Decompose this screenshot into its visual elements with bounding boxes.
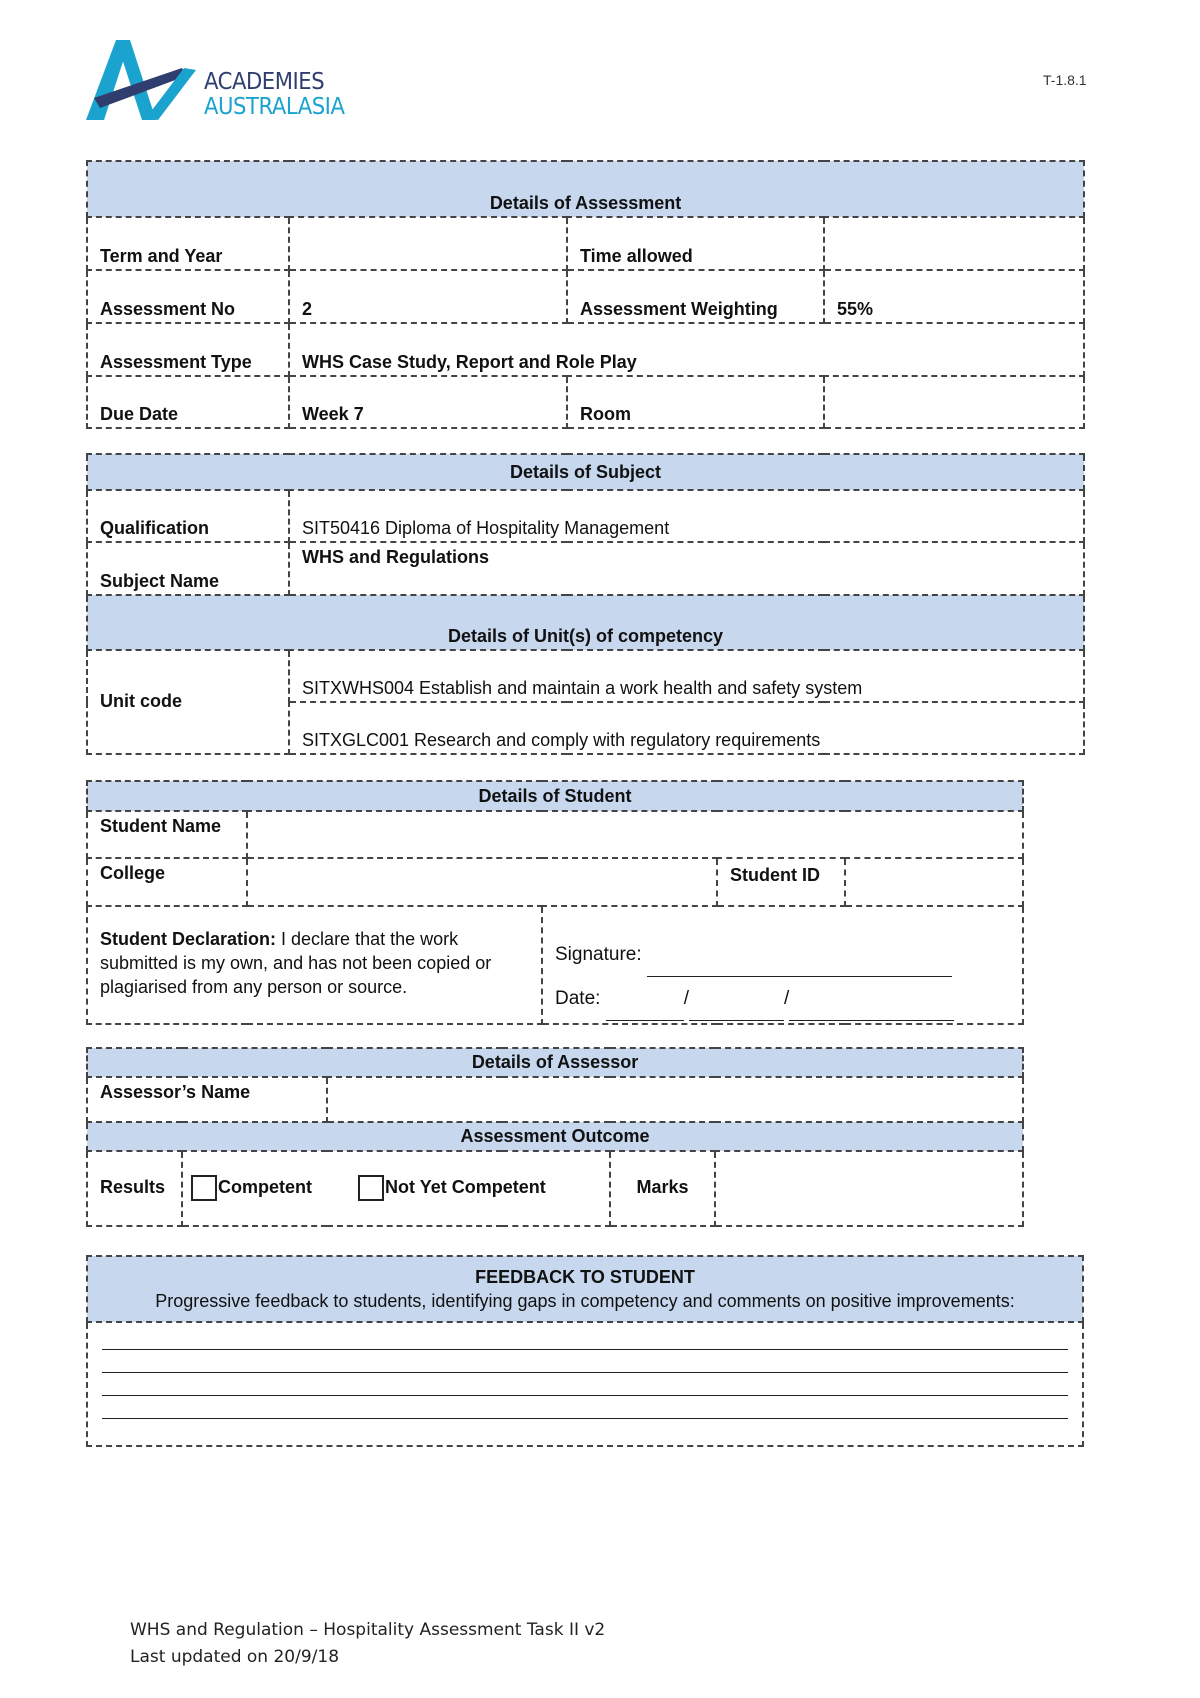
logo-mark-icon	[86, 38, 206, 123]
assessor-heading: Details of Assessor	[87, 1048, 1023, 1077]
date-day-field[interactable]	[606, 1001, 684, 1021]
footer-updated: Last updated on 20/9/18	[130, 1647, 340, 1667]
subject-name-label: Subject Name	[87, 542, 289, 595]
college-field[interactable]	[247, 858, 717, 906]
subject-name-value: WHS and Regulations	[289, 542, 1084, 595]
academies-australasia-logo	[86, 38, 386, 128]
assessment-type-value: WHS Case Study, Report and Role Play	[289, 323, 1084, 376]
signature-field[interactable]	[647, 957, 952, 977]
spacer	[87, 428, 1084, 454]
feedback-line[interactable]	[102, 1327, 1068, 1350]
page-footer	[130, 1617, 605, 1671]
unit-code-1: SITXWHS004 Establish and maintain a work health and safety system	[289, 650, 1084, 702]
unit-code-2: SITXGLC001 Research and comply with regulatory requirements	[289, 702, 1084, 754]
feedback-subheading: Progressive feedback to students, identifying gaps in competency and comments on positive improvements:	[155, 1291, 1015, 1311]
results-label: Results	[87, 1151, 182, 1226]
date-separator-1: /	[683, 988, 689, 1009]
feedback-header	[87, 1256, 1083, 1322]
term-year-label: Term and Year	[87, 217, 289, 270]
college-label: College	[87, 858, 247, 906]
assessment-weighting-label: Assessment Weighting	[567, 270, 824, 323]
date-year-field[interactable]	[789, 1001, 954, 1021]
assessment-heading: Details of Assessment	[87, 161, 1084, 217]
logo-line-2: AUSTRALASIA	[204, 94, 345, 120]
student-name-label: Student Name	[87, 811, 247, 858]
feedback-lines-area[interactable]	[87, 1322, 1083, 1446]
logo-line-1: ACADEMIES	[204, 69, 325, 95]
date-label: Date:	[555, 988, 601, 1009]
due-date-value: Week 7	[289, 376, 567, 428]
assessment-details-table	[86, 160, 1085, 755]
time-allowed-value[interactable]	[824, 217, 1084, 270]
signature-label: Signature:	[555, 944, 642, 965]
marks-field[interactable]	[715, 1151, 1023, 1226]
feedback-table	[86, 1255, 1084, 1447]
competent-checkbox[interactable]	[191, 1175, 217, 1201]
room-label: Room	[567, 376, 824, 428]
date-month-field[interactable]	[689, 1001, 784, 1021]
results-options	[182, 1151, 610, 1226]
student-details-table	[86, 780, 1024, 1025]
units-heading: Details of Unit(s) of competency	[87, 595, 1084, 650]
feedback-line[interactable]	[102, 1350, 1068, 1373]
marks-label: Marks	[610, 1151, 715, 1226]
time-allowed-label: Time allowed	[567, 217, 824, 270]
qualification-value: SIT50416 Diploma of Hospitality Management	[289, 490, 1084, 542]
assessor-name-label: Assessor’s Name	[87, 1077, 327, 1122]
signature-block	[542, 906, 1023, 1024]
date-separator-2: /	[783, 988, 790, 1009]
declaration-title: Student Declaration:	[100, 929, 277, 949]
assessment-no-label: Assessment No	[87, 270, 289, 323]
not-yet-competent-label: Not Yet Competent	[385, 1176, 546, 1197]
assessment-type-label: Assessment Type	[87, 323, 289, 376]
document-reference: T-1.8.1	[1043, 72, 1087, 88]
student-name-field[interactable]	[247, 811, 1023, 858]
student-id-label: Student ID	[717, 858, 845, 906]
term-year-value[interactable]	[289, 217, 567, 270]
assessor-name-field[interactable]	[327, 1077, 1023, 1122]
assessment-weighting-value: 55%	[824, 270, 1084, 323]
room-value[interactable]	[824, 376, 1084, 428]
unit-code-label: Unit code	[87, 650, 289, 754]
student-id-field[interactable]	[845, 858, 1023, 906]
footer-title: WHS and Regulation – Hospitality Assessment Task II v2	[130, 1620, 606, 1640]
assessment-no-value: 2	[289, 270, 567, 323]
not-yet-competent-checkbox[interactable]	[358, 1175, 384, 1201]
feedback-line[interactable]	[102, 1373, 1068, 1396]
assessor-details-table	[86, 1047, 1024, 1227]
due-date-label: Due Date	[87, 376, 289, 428]
student-declaration	[87, 906, 542, 1024]
outcome-heading: Assessment Outcome	[87, 1122, 1023, 1151]
student-heading: Details of Student	[87, 781, 1023, 811]
competent-label: Competent	[218, 1176, 312, 1197]
feedback-line[interactable]	[102, 1396, 1068, 1419]
feedback-heading: FEEDBACK TO STUDENT	[475, 1267, 695, 1287]
declaration-text: I declare that the work submitted is my own, and has not been copied or plagiarised from any person or source.	[100, 929, 492, 997]
qualification-label: Qualification	[87, 490, 289, 542]
subject-heading: Details of Subject	[87, 454, 1084, 490]
